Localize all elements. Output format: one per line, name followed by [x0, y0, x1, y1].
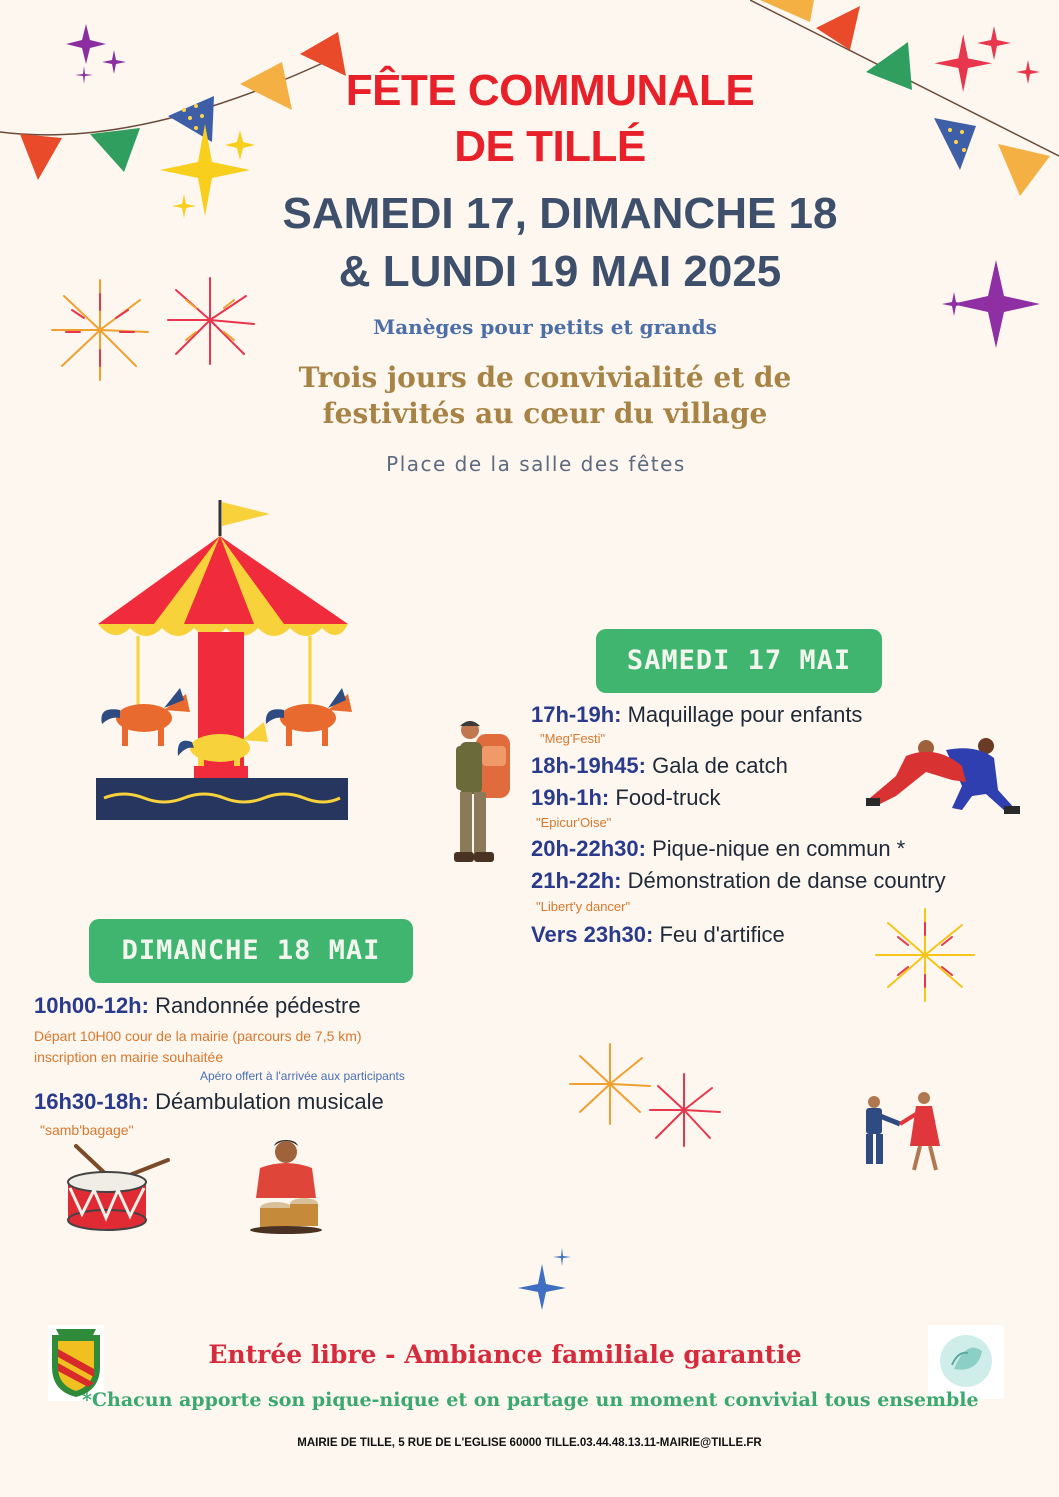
- drum-icon: [56, 1142, 176, 1232]
- samedi-event-4: 20h-22h30: Pique-nique en commun *: [531, 836, 906, 861]
- dimanche-heading: DIMANCHE 18 MAI: [89, 919, 413, 983]
- rando-note-inscription: inscription en mairie souhaitée: [34, 1049, 224, 1065]
- tagline-line1: Trois jours de convivialité et de: [298, 361, 792, 394]
- hiker-icon: [446, 716, 516, 866]
- tabla-player-icon: [246, 1138, 330, 1234]
- contact-line: MAIRIE DE TILLE, 5 RUE DE L'EGLISE 60000 TILLE.03.44.48.13.11-MAIRIE@TILLE.FR: [297, 1437, 762, 1449]
- picnic-note: *Chacun apporte son pique-nique et on partage un moment convivial tous ensemble: [82, 1389, 979, 1411]
- samedi-event-3-note: "Epicur'Oise": [536, 815, 612, 830]
- carousel-icon: [94, 496, 356, 826]
- rando-note-depart: Départ 10H00 cour de la mairie (parcours de 7,5 km): [34, 1028, 362, 1044]
- event-dates-end: & LUNDI 19 MAI 2025: [338, 247, 782, 296]
- samedi-event-1: 17h-19h: Maquillage pour enfants: [531, 702, 863, 727]
- event-title-village: DE TILLÉ: [454, 122, 646, 171]
- samedi-event-6: Vers 23h30: Feu d'artifice: [531, 922, 785, 947]
- firework-icon: [870, 905, 980, 1005]
- samedi-event-3: 19h-1h: Food-truck: [531, 785, 721, 810]
- rides-tagline: Manèges pour petits et grands: [373, 315, 717, 339]
- samedi-event-5-note: "Libert'y dancer": [536, 899, 631, 914]
- sparkle-blue-icon: [510, 1242, 580, 1312]
- samedi-event-1-note: "Meg'Festi": [540, 731, 606, 746]
- dancers-icon: [854, 1090, 946, 1174]
- venue: Place de la salle des fêtes: [386, 452, 686, 476]
- apero-note: Apéro offert à l'arrivée aux participants: [200, 1069, 405, 1083]
- event-dates: SAMEDI 17, DIMANCHE 18: [282, 189, 838, 238]
- wrestlers-icon: [866, 736, 1022, 816]
- event-title: FÊTE COMMUNALE: [345, 66, 755, 115]
- samedi-event-5: 21h-22h: Démonstration de danse country: [531, 868, 946, 893]
- dimanche-event-1: 10h00-12h: Randonnée pédestre: [34, 993, 361, 1018]
- musique-note: "samb'bagage": [40, 1122, 134, 1138]
- free-entry: Entrée libre - Ambiance familiale garantie: [208, 1340, 802, 1369]
- firework-icon: [566, 1040, 726, 1150]
- dimanche-event-2: 16h30-18h: Déambulation musicale: [34, 1089, 384, 1114]
- tagline-line2: festivités au cœur du village: [322, 397, 768, 430]
- samedi-heading: SAMEDI 17 MAI: [596, 629, 882, 693]
- samedi-event-2: 18h-19h45: Gala de catch: [531, 753, 788, 778]
